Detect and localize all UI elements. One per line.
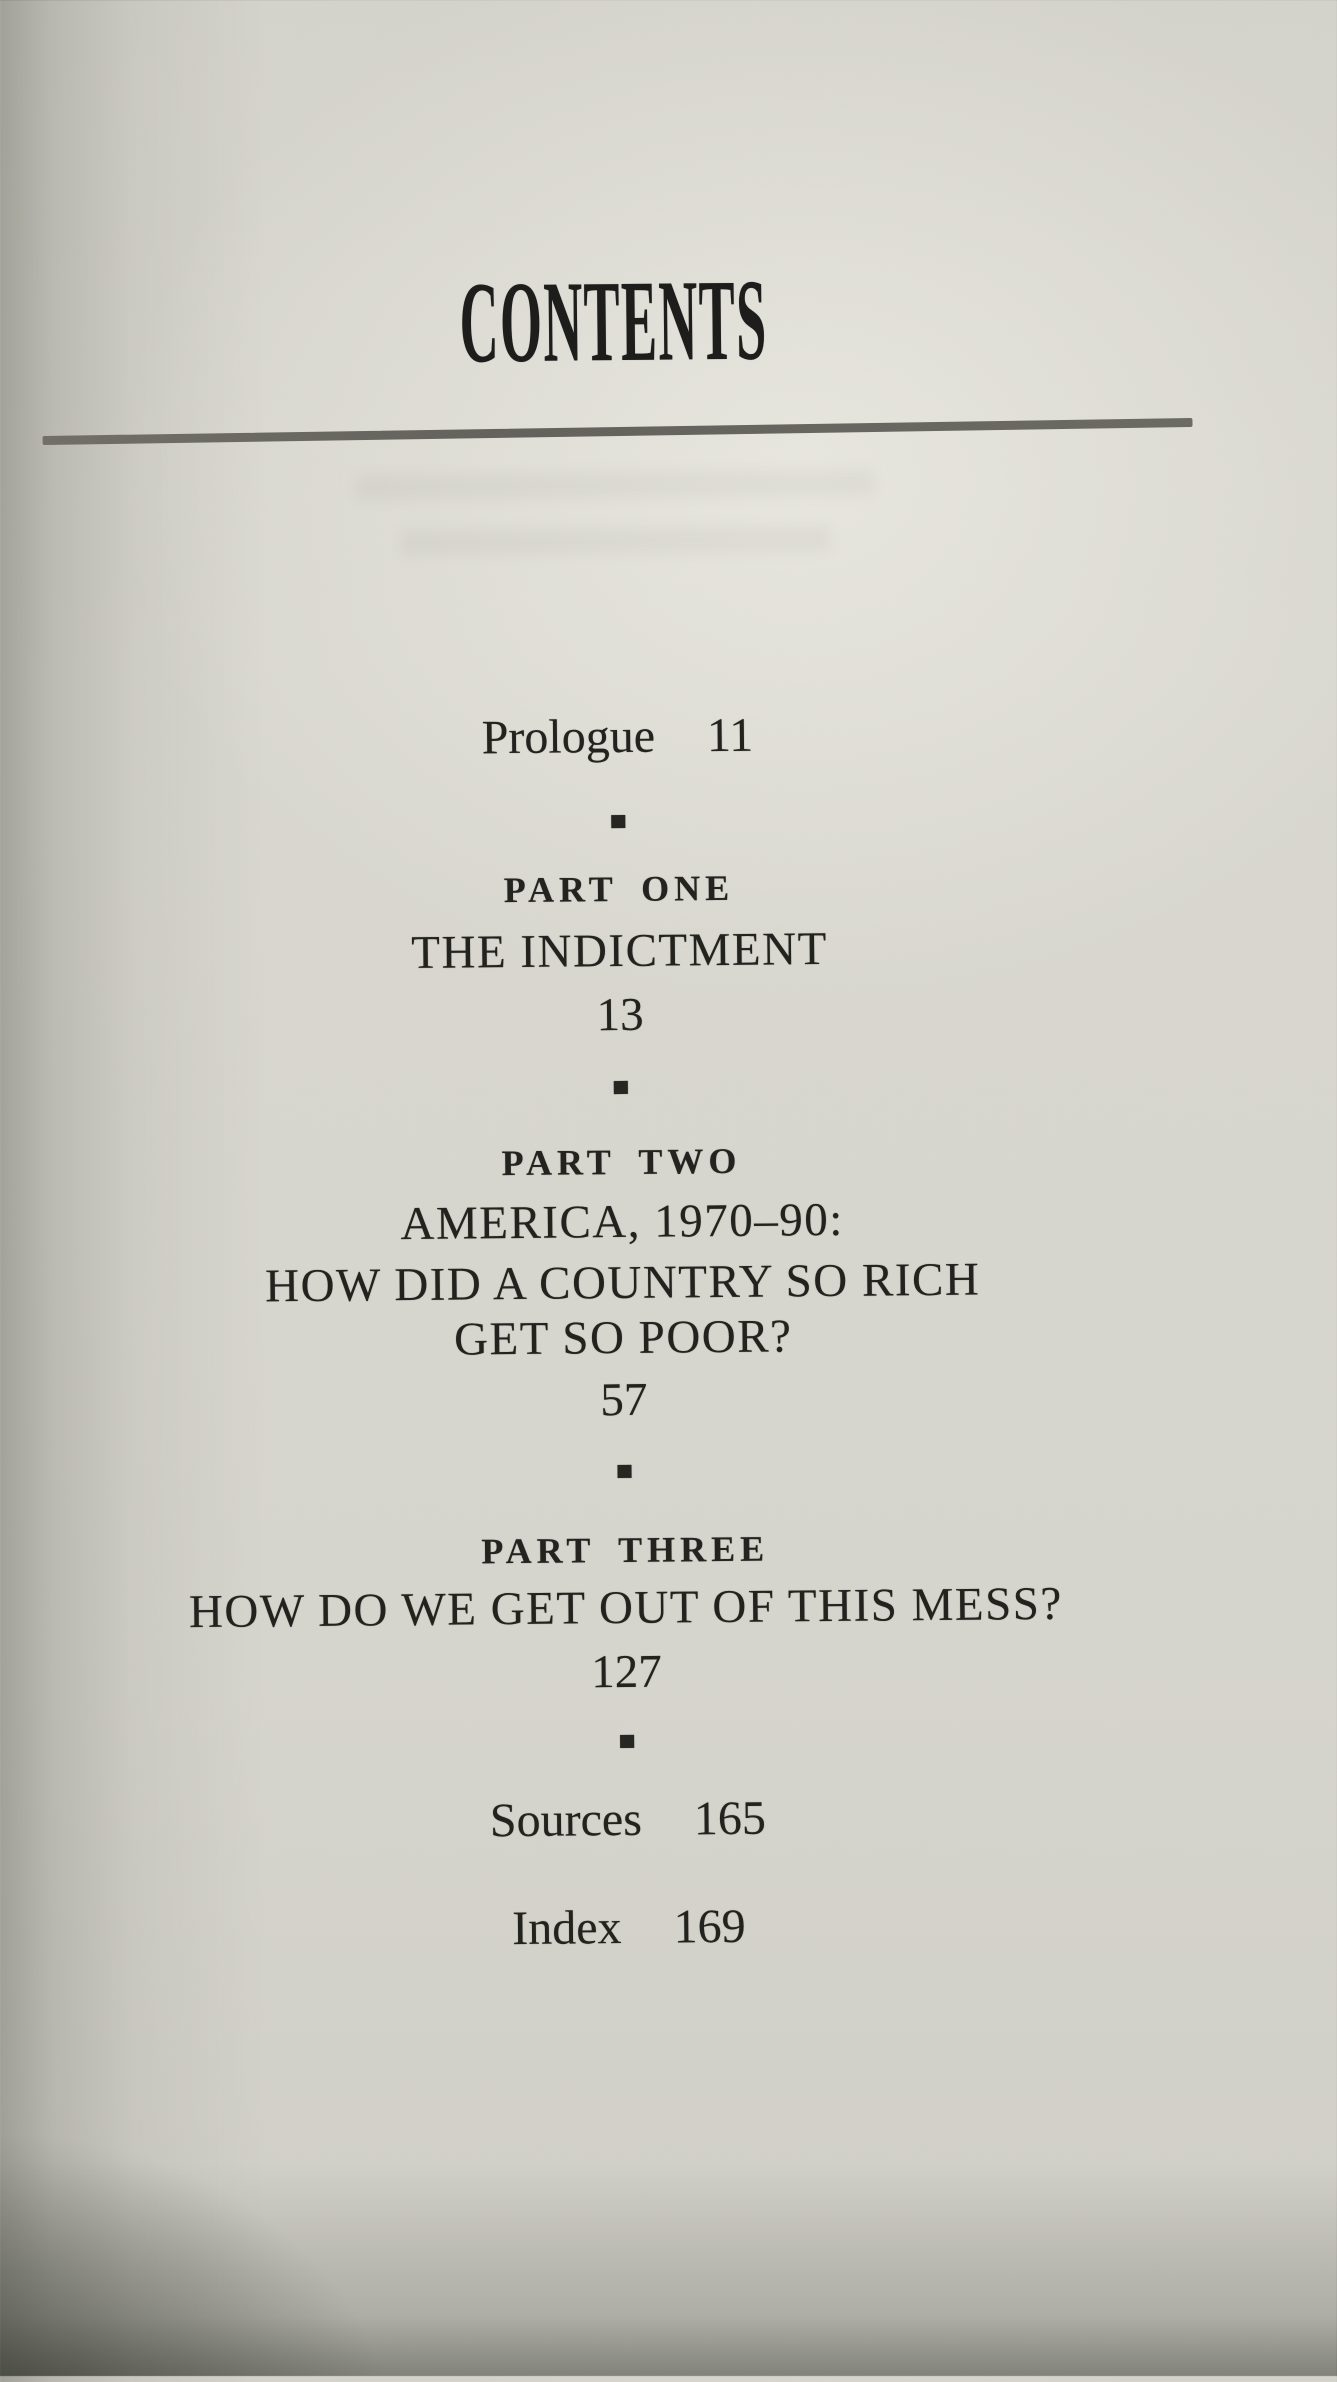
- part-two-title-line3: GET SO POOR?: [453, 1310, 793, 1366]
- toc-entry-prologue: [0, 701, 1238, 773]
- entry-label: Prologue: [481, 709, 656, 765]
- part-two-title-line2: HOW DID A COUNTRY SO RICH: [264, 1253, 981, 1313]
- section-divider: [1, 1075, 1241, 1100]
- page-title: [0, 256, 1234, 388]
- entry-label: Index: [511, 1901, 622, 1956]
- part-two-label: PART TWO: [501, 1140, 742, 1184]
- part-two-title-line1: AMERICA, 1970–90:: [400, 1193, 845, 1251]
- title-divider-rule: [43, 418, 1193, 445]
- part-three-page-number: 127: [590, 1645, 662, 1699]
- show-through-ghost-line: [0, 522, 1236, 560]
- part-one-page-number: 13: [596, 988, 644, 1042]
- entry-page-number: 169: [673, 1899, 746, 1954]
- part-three-label: PART THREE: [481, 1528, 770, 1572]
- section-divider: [7, 1729, 1247, 1754]
- toc-entry-sources: [8, 1784, 1249, 1856]
- entry-label: Sources: [489, 1792, 643, 1848]
- page-title-text: CONTENTS: [458, 256, 769, 388]
- square-bullet-icon: [614, 1081, 628, 1094]
- part-two-page-number: 57: [600, 1373, 648, 1427]
- part-one-label: PART ONE: [503, 867, 735, 911]
- show-through-ghost-line: [0, 466, 1235, 504]
- square-bullet-icon: [611, 815, 625, 828]
- toc-entry-index: [9, 1892, 1250, 1964]
- square-bullet-icon: [620, 1735, 634, 1748]
- entry-page-number: 11: [706, 708, 754, 763]
- entry-page-number: 165: [693, 1791, 767, 1846]
- part-three-title: HOW DO WE GET OUT OF THIS MESS?: [188, 1577, 1063, 1639]
- part-one-title: THE INDICTMENT: [411, 923, 829, 980]
- section-divider: [4, 1459, 1244, 1484]
- section-divider: [0, 809, 1238, 834]
- square-bullet-icon: [617, 1465, 631, 1478]
